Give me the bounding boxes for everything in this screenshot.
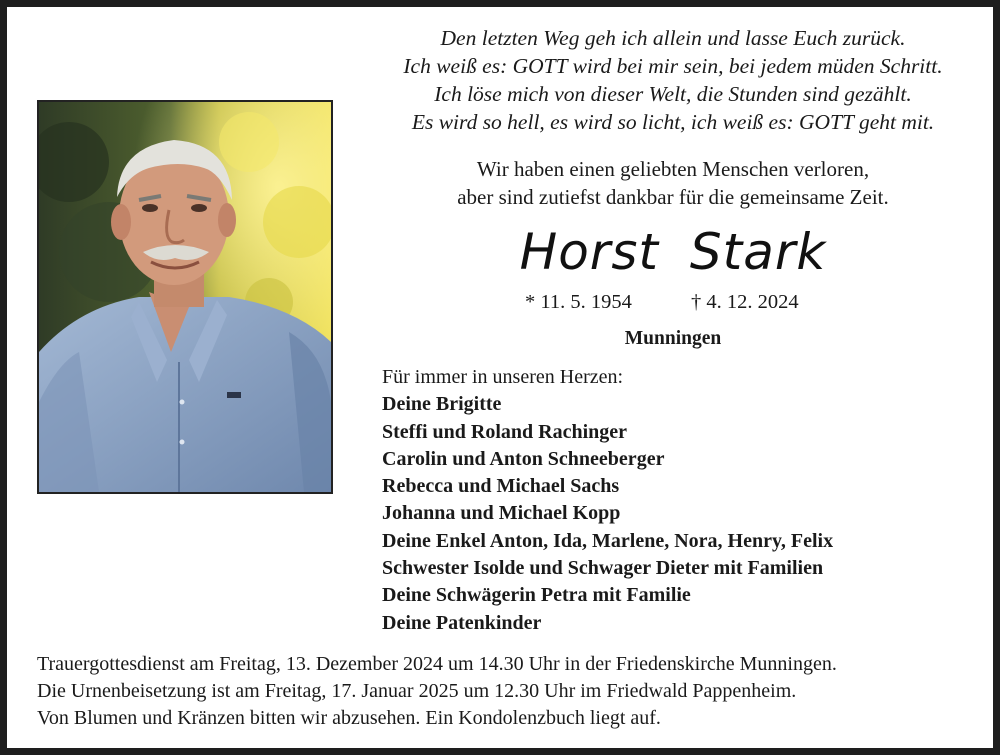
mourner-entry: Carolin und Anton Schneeberger: [382, 447, 665, 470]
mourner-entry: Johanna und Michael Kopp: [382, 502, 621, 525]
intro-text: [345, 155, 1000, 211]
mourners-list: [382, 364, 833, 637]
poem-line: Ich weiß es: GOTT wird bei mir sein, bei jedem müden Schritt.: [403, 54, 943, 78]
mourners-lead: Für immer in unseren Herzen:: [382, 366, 624, 388]
mourner-entry: Deine Schwägerin Petra mit Familie: [382, 584, 691, 607]
service-line: Die Urnenbeisetzung ist am Freitag, 17. Januar 2025 um 12.30 Uhr im Friedwald Pappenheim.: [37, 680, 797, 702]
mourner-entry: Schwester Isolde und Schwager Dieter mit Familien: [382, 557, 824, 580]
intro-line: Wir haben einen geliebten Menschen verloren,: [476, 157, 870, 181]
mourner-entry: Deine Brigitte: [382, 393, 502, 416]
memorial-poem: [345, 24, 1000, 136]
poem-line: Ich löse mich von dieser Welt, die Stunden sind gezählt.: [434, 82, 912, 106]
portrait-photo: [37, 100, 333, 494]
mourner-entry: Steffi und Roland Rachinger: [382, 420, 628, 443]
intro-line: aber sind zutiefst dankbar für die gemeinsame Zeit.: [457, 185, 889, 209]
mourner-entry: Deine Patenkinder: [382, 611, 542, 634]
deceased-name: Horst Stark: [519, 223, 827, 281]
hometown: Munningen: [624, 328, 722, 349]
service-info: [37, 651, 837, 732]
death-date: † 4. 12. 2024: [691, 291, 799, 313]
service-line: Von Blumen und Kränzen bitten wir abzusehen. Ein Kondolenzbuch liegt auf.: [37, 707, 661, 729]
life-dates: [525, 288, 855, 316]
service-line: Trauergottesdienst am Freitag, 13. Dezember 2024 um 14.30 Uhr in der Friedenskirche Munningen.: [37, 653, 837, 675]
mourner-entry: Rebecca und Michael Sachs: [382, 475, 620, 498]
birth-date: * 11. 5. 1954: [525, 291, 632, 313]
portrait-image: [39, 102, 331, 492]
poem-line: Es wird so hell, es wird so licht, ich weiß es: GOTT geht mit.: [411, 110, 935, 134]
mourner-entry: Deine Enkel Anton, Ida, Marlene, Nora, Henry, Felix: [382, 529, 834, 552]
poem-line: Den letzten Weg geh ich allein und lasse Euch zurück.: [440, 26, 906, 50]
